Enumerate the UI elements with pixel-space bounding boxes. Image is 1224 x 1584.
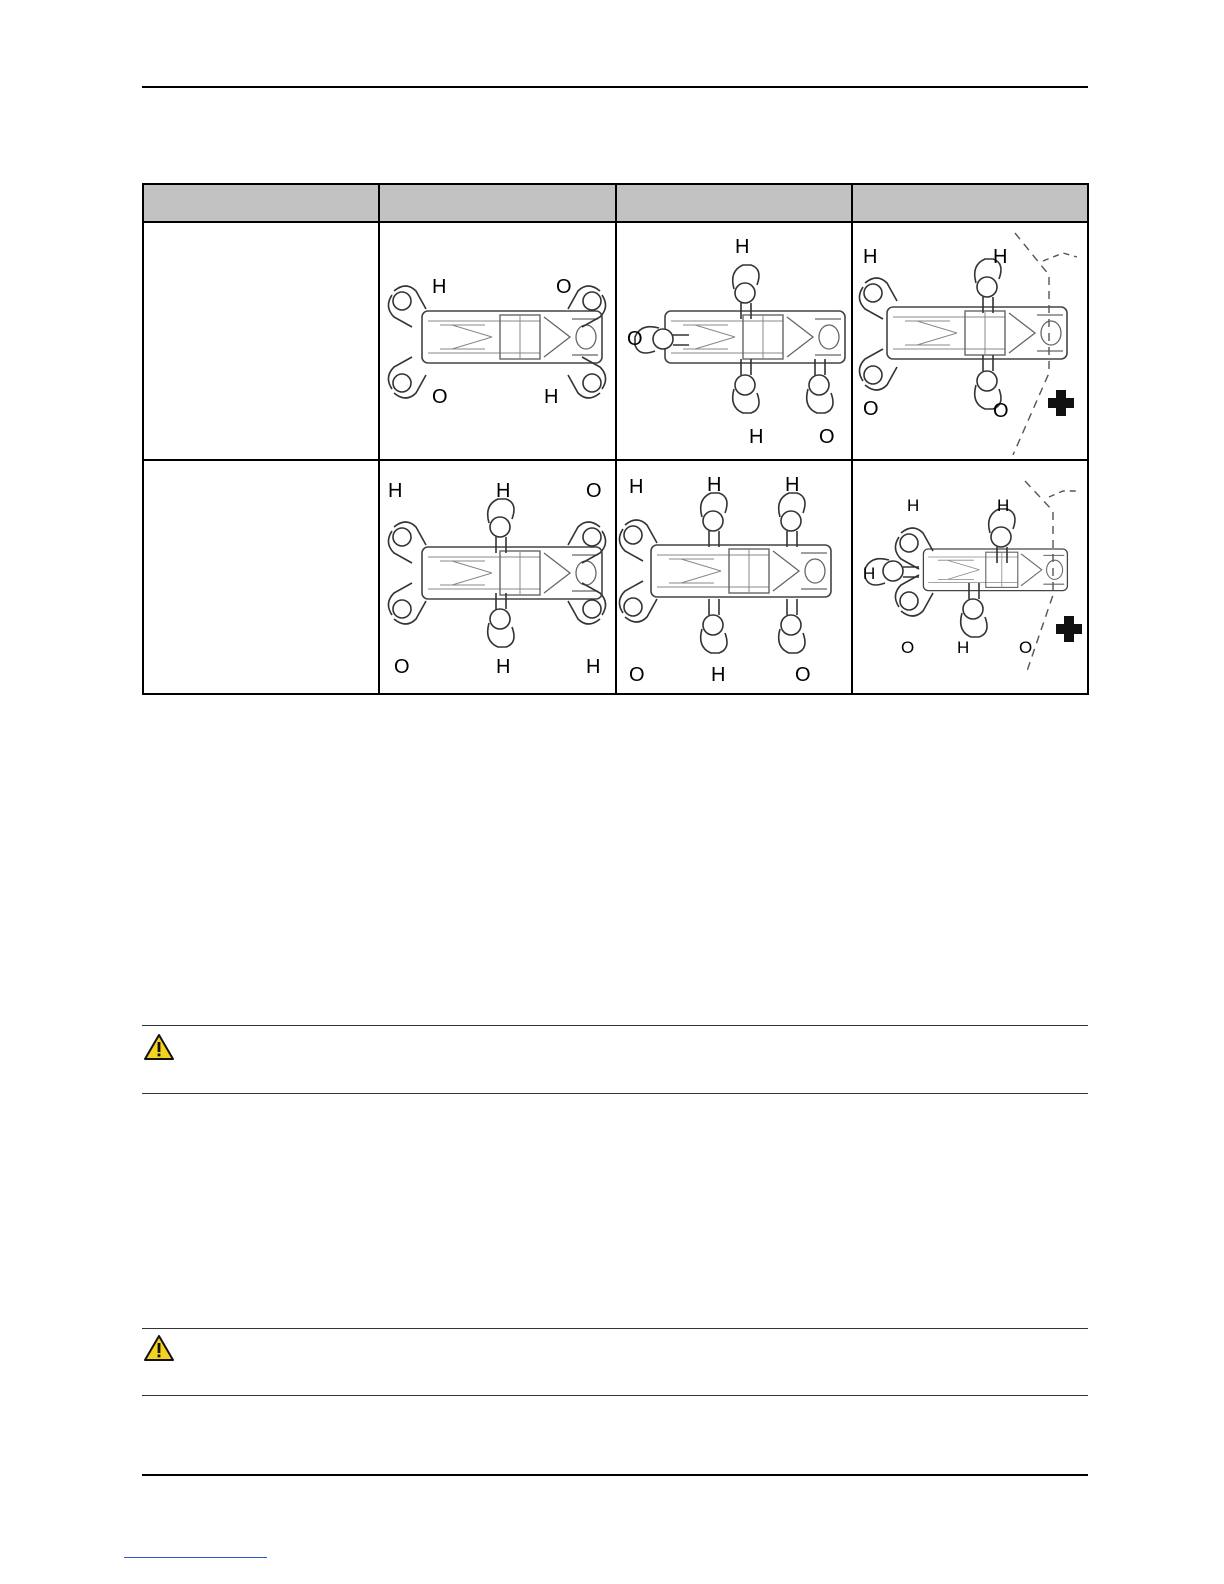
warning-top-rule <box>142 1328 1088 1329</box>
four-person-carry-diagram <box>380 223 615 455</box>
position-label: O <box>818 426 835 448</box>
table-header-cell <box>379 184 615 222</box>
position-label: H <box>906 496 920 515</box>
six-person-confined-carry-diagram <box>853 461 1088 693</box>
table-row <box>143 222 1088 460</box>
position-label: O <box>626 328 643 350</box>
position-label: O <box>394 656 410 678</box>
footer-link-underline[interactable] <box>124 1557 267 1558</box>
position-label: H <box>496 656 511 678</box>
table-header-cell <box>616 184 852 222</box>
position-label: H <box>586 656 601 678</box>
position-label: H <box>628 476 643 498</box>
position-label: O <box>586 480 602 502</box>
carrying-positions-table <box>142 183 1089 695</box>
row-label <box>143 222 379 460</box>
position-label: H <box>862 246 878 268</box>
table-header-row <box>143 184 1088 222</box>
figure-cell <box>852 222 1088 460</box>
row-label <box>143 460 379 694</box>
first-aid-cross-icon <box>1048 390 1074 416</box>
position-label: O <box>794 664 811 686</box>
six-person-side-carry-diagram <box>617 461 852 693</box>
position-label: O <box>862 398 879 420</box>
position-label: H <box>784 474 799 496</box>
figure-cell <box>616 222 852 460</box>
figure-cell <box>379 460 615 694</box>
header-rule <box>142 86 1088 88</box>
position-label: H <box>956 638 970 657</box>
position-label: H <box>432 276 447 298</box>
position-label: H <box>710 664 725 686</box>
position-label: O <box>992 400 1009 422</box>
table-header-cell <box>852 184 1088 222</box>
position-label: H <box>862 564 876 583</box>
position-label: H <box>748 426 763 448</box>
warning-icon <box>143 1334 175 1362</box>
table-row <box>143 460 1088 694</box>
position-label: H <box>992 246 1008 268</box>
figure-cell <box>852 460 1088 694</box>
figure-cell <box>379 222 615 460</box>
warning-icon <box>143 1033 175 1061</box>
position-label: O <box>628 664 645 686</box>
footer-rule <box>142 1474 1088 1476</box>
side-carry-diagram <box>617 223 852 455</box>
position-label: H <box>388 480 403 502</box>
six-person-carry-diagram <box>380 461 615 693</box>
table-header-cell <box>143 184 379 222</box>
warning-top-rule <box>142 1025 1088 1026</box>
position-label: H <box>544 386 559 408</box>
position-label: H <box>996 496 1010 515</box>
position-label: O <box>1018 638 1032 657</box>
position-label: H <box>706 474 721 496</box>
first-aid-cross-icon <box>1056 616 1082 642</box>
position-label: O <box>432 386 448 408</box>
position-label: O <box>900 638 914 657</box>
warning-bottom-rule <box>142 1395 1088 1396</box>
warning-bottom-rule <box>142 1093 1088 1094</box>
figure-cell <box>616 460 852 694</box>
position-label: O <box>556 276 572 298</box>
position-label: H <box>496 480 511 502</box>
confined-space-carry-diagram <box>853 223 1088 455</box>
position-label: H <box>734 236 749 258</box>
